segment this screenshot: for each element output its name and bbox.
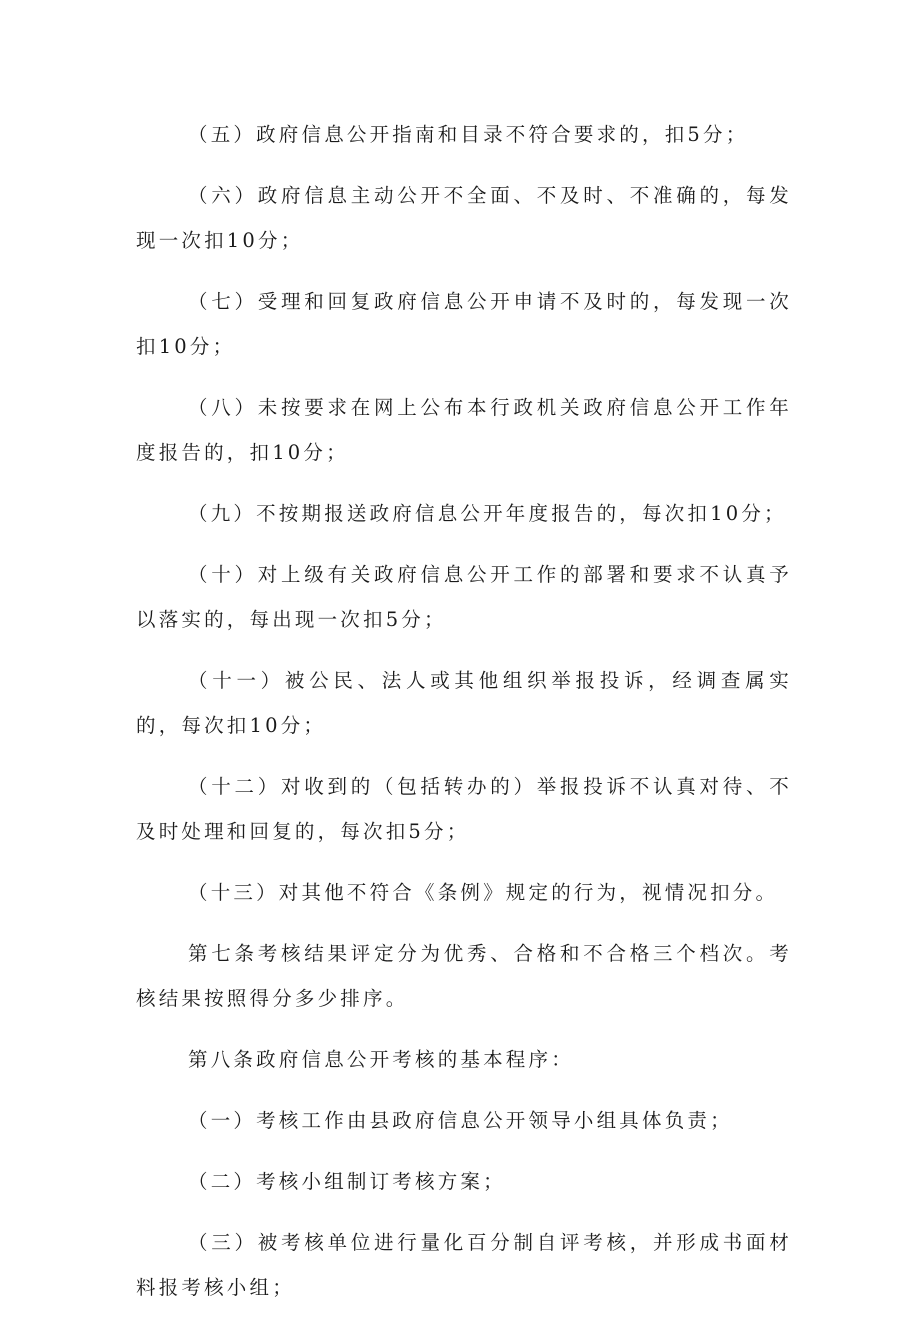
paragraph-article-7: 第七条考核结果评定分为优秀、合格和不合格三个档次。考核结果按照得分多少排序。 xyxy=(136,942,792,1010)
paragraph-item-5: （五）政府信息公开指南和目录不符合要求的，扣5分； xyxy=(188,123,749,146)
paragraph-item-11: （十一）被公民、法人或其他组织举报投诉，经调查属实的，每次扣10分； xyxy=(136,669,792,737)
paragraph-item-13: （十三）对其他不符合《条例》规定的行为，视情况扣分。 xyxy=(188,881,779,904)
paragraph-step-1: （一）考核工作由县政府信息公开领导小组具体负责； xyxy=(188,1109,733,1132)
paragraph-item-10: （十）对上级有关政府信息公开工作的部署和要求不认真予以落实的，每出现一次扣5分； xyxy=(136,563,792,631)
paragraph-article-8: 第八条政府信息公开考核的基本程序： xyxy=(188,1048,574,1071)
paragraph-item-7: （七）受理和回复政府信息公开申请不及时的，每发现一次扣10分； xyxy=(136,290,792,358)
paragraph-item-8: （八）未按要求在网上公布本行政机关政府信息公开工作年度报告的，扣10分； xyxy=(136,396,792,464)
paragraph-item-6: （六）政府信息主动公开不全面、不及时、不准确的，每发现一次扣10分； xyxy=(136,184,792,252)
paragraph-step-3: （三）被考核单位进行量化百分制自评考核，并形成书面材料报考核小组； xyxy=(136,1231,792,1299)
document-body xyxy=(136,112,792,1326)
paragraph-step-2: （二）考核小组制订考核方案； xyxy=(188,1170,506,1193)
paragraph-item-12: （十二）对收到的（包括转办的）举报投诉不认真对待、不及时处理和回复的，每次扣5分； xyxy=(136,775,792,843)
paragraph-item-9: （九）不按期报送政府信息公开年度报告的，每次扣10分； xyxy=(188,502,787,525)
